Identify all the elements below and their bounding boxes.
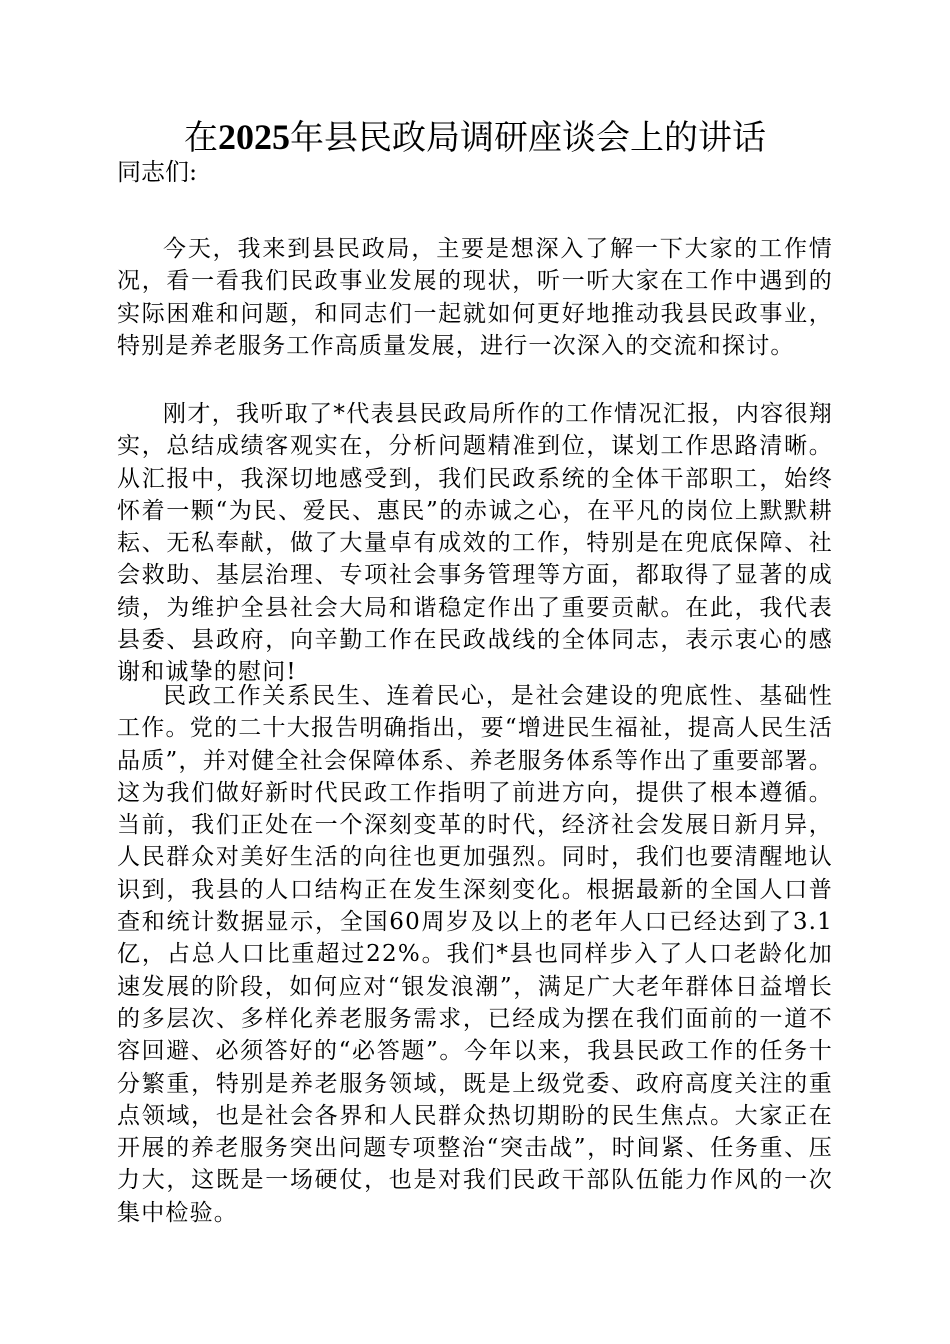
title-suffix: 年县民政局调研座谈会上的讲话 — [290, 118, 766, 158]
paragraph-2: 刚才，我听取了*代表县民政局所作的工作情况汇报，内容很翔实，总结成绩客观实在，分析问题精准到位，谋划工作思路清晰。从汇报中，我深切地感受到，我们民政系统的全体干部职工，始终怀着一颗“为民、爱民、惠民”的赤诚之心，在平凡的岗位上默默耕耘、无私奉献，做了大量卓有成效的工作，特别是在兜底保障、社会救助、基层治理、专项社会事务管理等方面，都取得了显著的成绩，为维护全县社会大局和谐稳定作出了重要贡献。在此，我代表县委、县政府，向辛勤工作在民政战线的全体同志，表示衷心的感谢和诚挚的慰问! — [117, 401, 833, 686]
paragraph-1: 今天，我来到县民政局，主要是想深入了解一下大家的工作情况，看一看我们民政事业发展的现状，听一听大家在工作中遇到的实际困难和问题，和同志们一起就如何更好地推动我县民政事业，特别是养老服务工作高质量发展，进行一次深入的交流和探讨。 — [117, 236, 833, 359]
paragraph-3: 民政工作关系民生、连着民心，是社会建设的兜底性、基础性工作。党的二十大报告明确指出，要“增进民生福祉，提高人民生活品质”，并对健全社会保障体系、养老服务体系等作出了重要部署。这为我们做好新时代民政工作指明了前进方向，提供了根本遵循。当前，我们正处在一个深刻变革的时代，经济社会发展日新月异，人民群众对美好生活的向往也更加强烈。同时，我们也要清醒地认识到，我县的人口结构正在发生深刻变化。根据最新的全国人口普查和统计数据显示，全国60周岁及以上的老年人口已经达到了3.1亿，占总人口比重超过22%。我们*县也同样步入了人口老龄化加速发展的阶段，如何应对“银发浪潮”，满足广大老年群体日益增长的多层次、多样化养老服务需求，已经成为摆在我们面前的一道不容回避、必须答好的“必答题”。今年以来，我县民政工作的任务十分繁重，特别是养老服务领域，既是上级党委、政府高度关注的重点领域，也是社会各界和人民群众热切期盼的民生焦点。大家正在开展的养老服务突出问题专项整治“突击战”，时间紧、任务重、压力大，这既是一场硬仗，也是对我们民政干部队伍能力作风的一次集中检验。 — [117, 683, 833, 1226]
title-year: 2025 — [218, 117, 290, 157]
salutation: 同志们: — [117, 158, 198, 186]
title-prefix: 在 — [184, 118, 218, 158]
